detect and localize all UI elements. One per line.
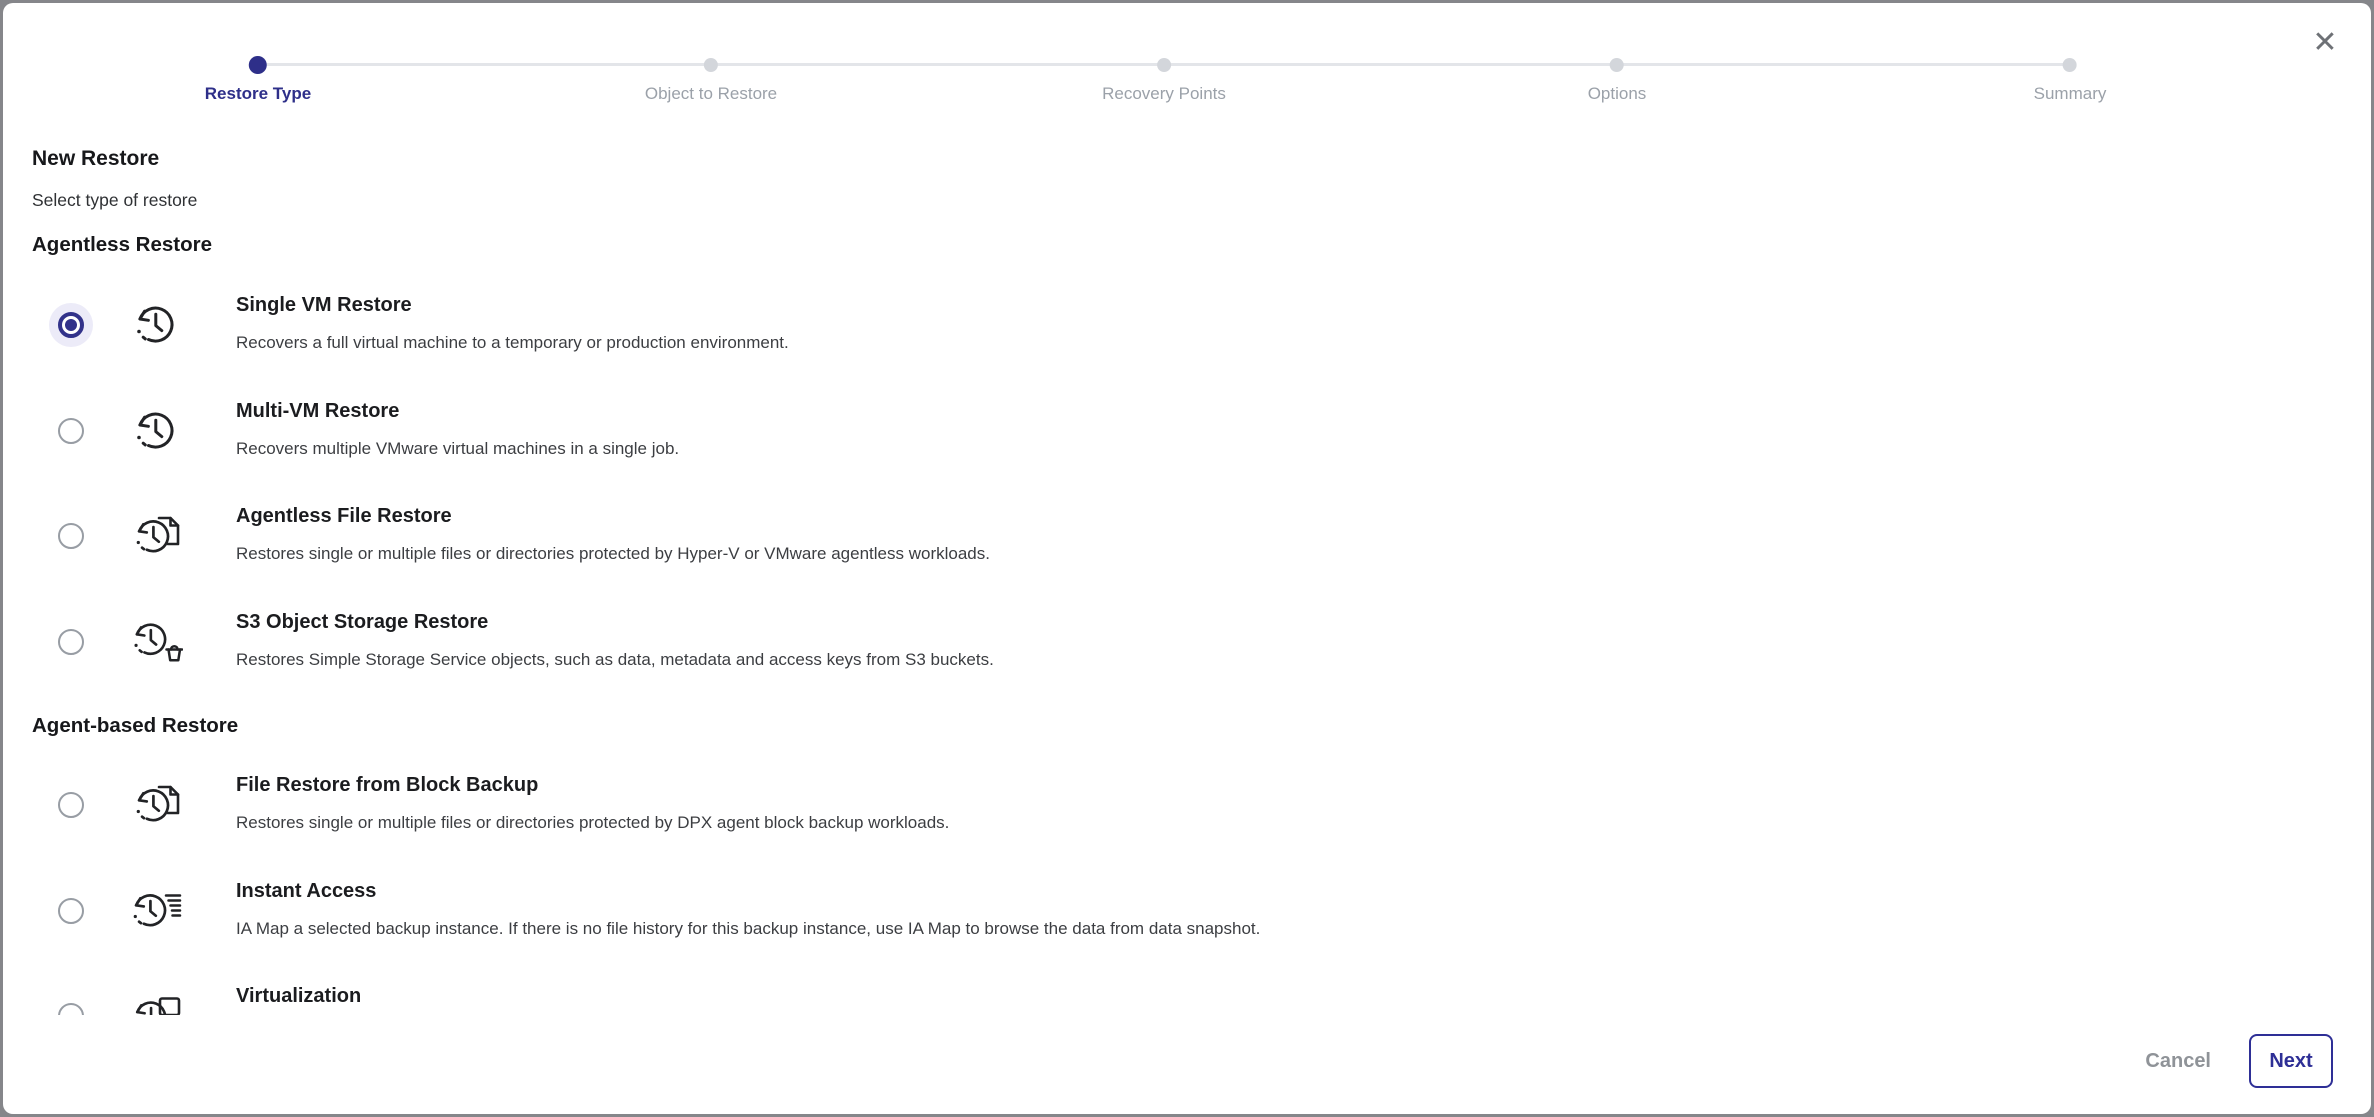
radio-s3-object-storage-restore[interactable] [58, 629, 84, 655]
step-options [1588, 58, 1647, 104]
option-description: IA Map a selected backup instance. If there is no file history for this backup instance, use IA Map to browse the data from data snapshot. [236, 919, 1261, 938]
option-agentless-file-restore[interactable] [3, 484, 2371, 589]
step-dot-active [249, 56, 267, 74]
page-subtitle: Select type of restore [32, 190, 198, 210]
close-icon[interactable]: ✕ [2307, 25, 2343, 61]
next-button[interactable]: Next [2249, 1034, 2333, 1088]
file-restore-clock-icon [127, 508, 183, 564]
page-title: New Restore [32, 147, 160, 170]
step-dot [1157, 58, 1171, 72]
option-title: Virtualization [236, 985, 362, 1007]
radio-agentless-file-restore[interactable] [58, 523, 84, 549]
option-title: S3 Object Storage Restore [236, 611, 489, 633]
option-virtualization[interactable] [3, 964, 2371, 1015]
option-single-vm-restore[interactable] [3, 273, 2371, 378]
option-multi-vm-restore[interactable] [3, 379, 2371, 484]
radio-virtualization[interactable] [58, 1003, 84, 1015]
cancel-button[interactable]: Cancel [2145, 1049, 2211, 1072]
step-summary [2034, 58, 2107, 104]
step-restore-type [205, 56, 311, 104]
option-title: Agentless File Restore [236, 505, 452, 527]
step-label: Object to Restore [644, 84, 778, 103]
step-dot [1610, 58, 1624, 72]
new-restore-dialog [3, 3, 2371, 1114]
instant-access-clock-icon [127, 883, 183, 939]
step-dot [704, 58, 718, 72]
option-title: File Restore from Block Backup [236, 774, 539, 796]
step-label: Summary [2033, 84, 2107, 103]
restore-clock-icon [127, 297, 183, 353]
option-description: Restores Simple Storage Service objects, such as data, metadata and access keys from S3 buckets. [236, 650, 994, 669]
section-heading-agent-based: Agent-based Restore [32, 714, 239, 737]
option-description: Restores single or multiple files or directories protected by DPX agent block backup workloads. [236, 813, 950, 832]
radio-single-vm-restore[interactable] [58, 312, 84, 338]
option-title: Single VM Restore [236, 294, 412, 316]
step-label: Recovery Points [1102, 84, 1226, 103]
option-description: Recovers a full virtual machine to a temporary or production environment. [236, 333, 789, 352]
option-description: Restores single or multiple files or directories protected by Hyper-V or VMware agentless workloads. [236, 544, 990, 563]
option-title: Multi-VM Restore [236, 400, 400, 422]
file-restore-clock-icon [127, 777, 183, 833]
option-file-restore-block-backup[interactable] [3, 753, 2371, 858]
restore-clock-icon [127, 403, 183, 459]
radio-multi-vm-restore[interactable] [58, 418, 84, 444]
step-recovery-points [1102, 58, 1226, 104]
option-instant-access[interactable] [3, 859, 2371, 964]
radio-instant-access[interactable] [58, 898, 84, 924]
radio-file-restore-block-backup[interactable] [58, 792, 84, 818]
option-s3-object-storage-restore[interactable] [3, 590, 2371, 695]
step-label: Options [1587, 84, 1647, 103]
step-dot [2063, 58, 2077, 72]
s3-bucket-restore-clock-icon [127, 614, 183, 670]
option-description: Recovers multiple VMware virtual machines in a single job. [236, 439, 680, 458]
restore-type-list [3, 113, 2371, 1015]
option-title: Instant Access [236, 880, 377, 902]
step-label: Restore Type [204, 84, 312, 103]
step-object-to-restore [645, 58, 777, 104]
dialog-footer [2145, 1034, 2333, 1088]
section-heading-agentless: Agentless Restore [32, 233, 213, 256]
virtualization-restore-clock-icon [127, 988, 183, 1015]
